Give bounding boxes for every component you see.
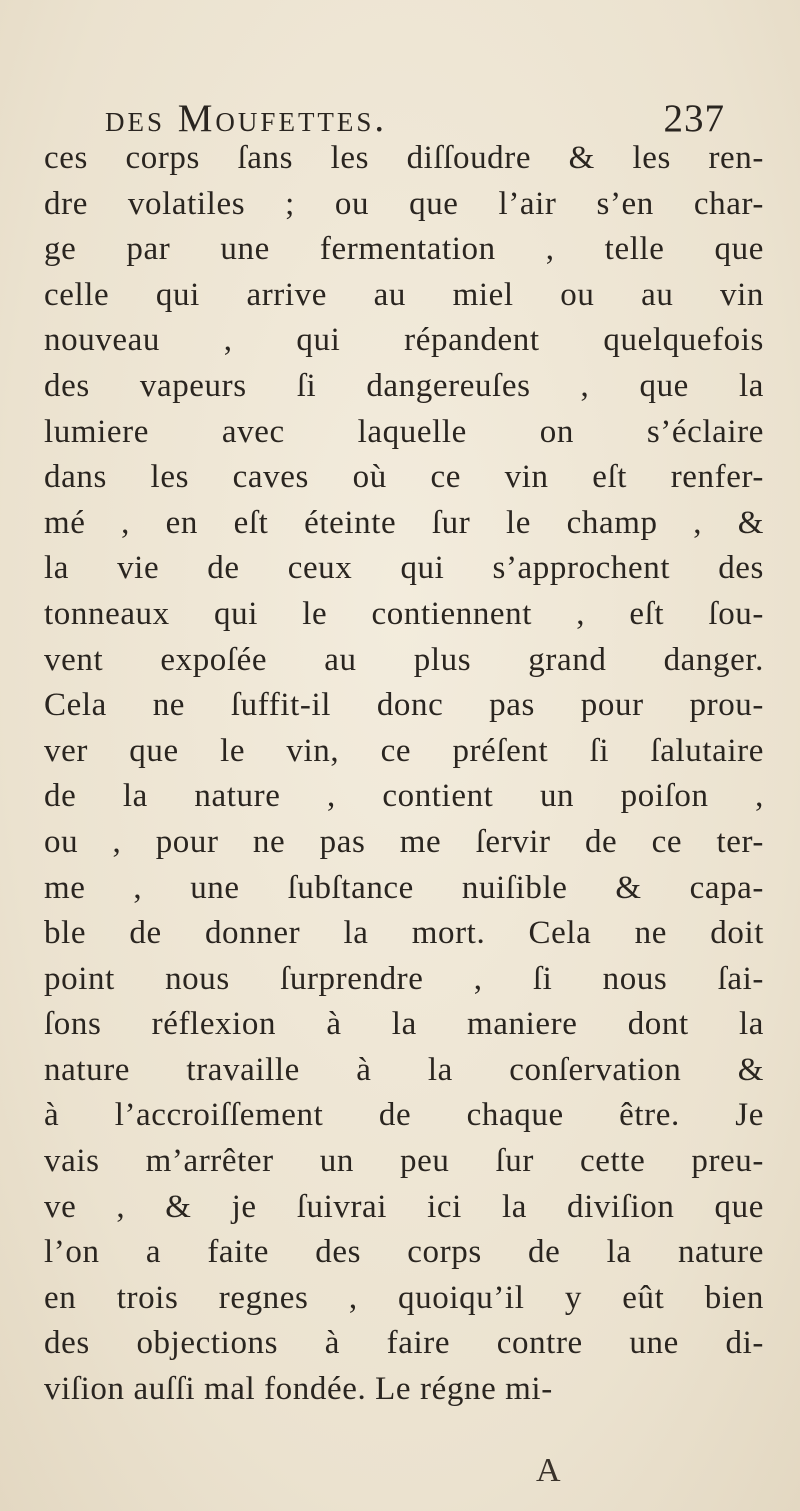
text-line: en trois regnes , quoiqu’il y eût bien xyxy=(44,1279,764,1316)
text-line: la vie de ceux qui s’approchent des xyxy=(44,550,764,587)
text-line: tonneaux qui le contiennent , eſt ſou- xyxy=(44,595,764,632)
text-line: des vapeurs ſi dangereuſes , que la xyxy=(44,367,764,404)
body-text xyxy=(44,136,764,1413)
text-line: à l’accroiſſement de chaque être. Je xyxy=(44,1097,764,1134)
text-line: ſons réflexion à la maniere dont la xyxy=(44,1006,764,1043)
text-line: ble de donner la mort. Cela ne doit xyxy=(44,915,764,952)
text-line: ces corps ſans les diſſoudre & les ren- xyxy=(44,140,764,176)
text-line: ou , pour ne pas me ſervir de ce ter- xyxy=(44,823,764,860)
text-line: dre volatiles ; ou que l’air s’en char- xyxy=(44,185,764,222)
text-line: ge par une fermentation , telle que xyxy=(44,231,764,268)
text-line: Cela ne ſuffit-il donc pas pour prou- xyxy=(44,687,764,724)
text-line: me , une ſubſtance nuiſible & capa- xyxy=(44,869,764,906)
text-line: nature travaille à la conſervation & xyxy=(44,1051,764,1088)
signature-mark: A xyxy=(536,1452,561,1489)
text-line: des objections à faire contre une di- xyxy=(44,1325,764,1362)
text-line: mé , en eſt éteinte ſur le champ , & xyxy=(44,504,764,541)
text-line: dans les caves où ce vin eſt renfer- xyxy=(44,459,764,496)
text-line: ve , & je ſuivrai ici la diviſion que xyxy=(44,1188,764,1225)
text-line: ver que le vin, ce préſent ſi ſalutaire xyxy=(44,732,764,769)
page-number: 237 xyxy=(663,97,725,140)
text-line: nouveau , qui répandent quelquefois xyxy=(44,322,764,359)
text-line: viſion auſſi mal fondée. Le régne mi- xyxy=(44,1371,553,1408)
running-head-title: des Moufettes. xyxy=(105,97,388,140)
text-line: point nous ſurprendre , ſi nous ſai- xyxy=(44,960,764,997)
text-line: de la nature , contient un poiſon , xyxy=(44,778,764,815)
text-line: vais m’arrêter un peu ſur cette preu- xyxy=(44,1143,764,1180)
text-line: celle qui arrive au miel ou au vin xyxy=(44,276,764,313)
text-line: vent expoſée au plus grand danger. xyxy=(44,641,764,678)
text-line: lumiere avec laquelle on s’éclaire xyxy=(44,413,764,450)
text-line: l’on a faite des corps de la nature xyxy=(44,1234,764,1271)
